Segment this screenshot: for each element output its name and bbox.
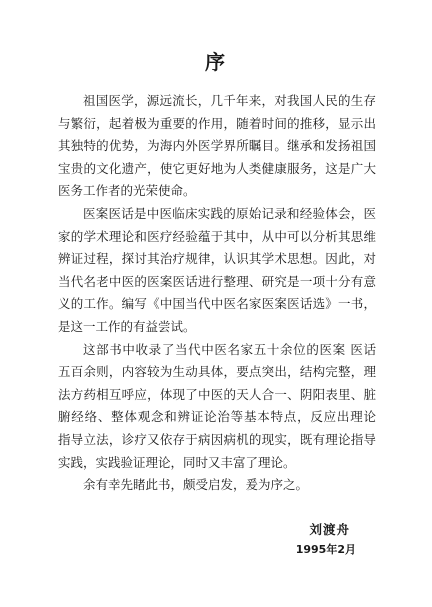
date-line: 1995年2月 <box>295 543 356 556</box>
paragraph-2-line-2: 家的学术理论和医疗经验蕴于其中，从中可以分析其思维 <box>58 228 376 244</box>
preface-body <box>58 90 376 497</box>
paragraph-1-line-1: 祖国医学，源远流长，几千年来，对我国人民的生存 <box>83 93 376 108</box>
author-signature: 刘渡舟 <box>309 522 350 537</box>
paragraph-3-line-5: 指导立法，诊疗又依存于病因病机的现实，既有理论指导 <box>58 431 376 447</box>
paragraph-1-line-4: 宝贵的文化遗产，使它更好地为人类健康服务，这是广大 <box>58 160 376 176</box>
paragraph-2-line-5: 义的工作。编写《中国当代中医名家医案医话选》一书， <box>58 296 376 312</box>
paragraph-2-line-6: 是这一工作的有益尝试。 <box>58 318 196 334</box>
paragraph-3-line-4: 腑经络、整体观念和辨证论治等基本特点，反应出理论 <box>58 409 376 425</box>
paragraph-2-line-1: 医案医话是中医临床实践的原始记录和经验体会，医 <box>83 205 376 221</box>
paragraph-3-line-3: 法方药相互呼应，体现了中医的天人合一、阴阳表里、脏 <box>58 386 376 402</box>
paragraph-1-line-2: 与繁衍，起着极为重要的作用，随着时间的推移，显示出 <box>58 115 376 131</box>
paragraph-2-line-4: 当代名老中医的医案医话进行整理、研究是一项十分有意 <box>58 273 376 289</box>
paragraph-3-line-2: 五百余则，内容较为生动具体，要点突出，结构完整，理 <box>58 364 376 380</box>
paragraph-3-line-6: 实践，实践验证理论，同时又丰富了理论。 <box>58 454 296 470</box>
paragraph-4-line-1: 余有幸先睹此书，颇受启发，爰为序之。 <box>83 477 309 493</box>
paragraph-3-line-1: 这部书中收录了当代中医名家五十余位的医案 医话 <box>83 341 376 357</box>
page-title: 序 <box>205 50 227 74</box>
paragraph-2-line-3: 辨证过程，探讨其治疗规律，认识其学术思想。因此，对 <box>58 251 376 267</box>
paragraph-1-line-3: 其独特的优势，为海内外医学界所瞩目。继承和发扬祖国 <box>58 138 376 154</box>
paragraph-1-line-5: 医务工作者的光荣使命。 <box>58 183 196 199</box>
